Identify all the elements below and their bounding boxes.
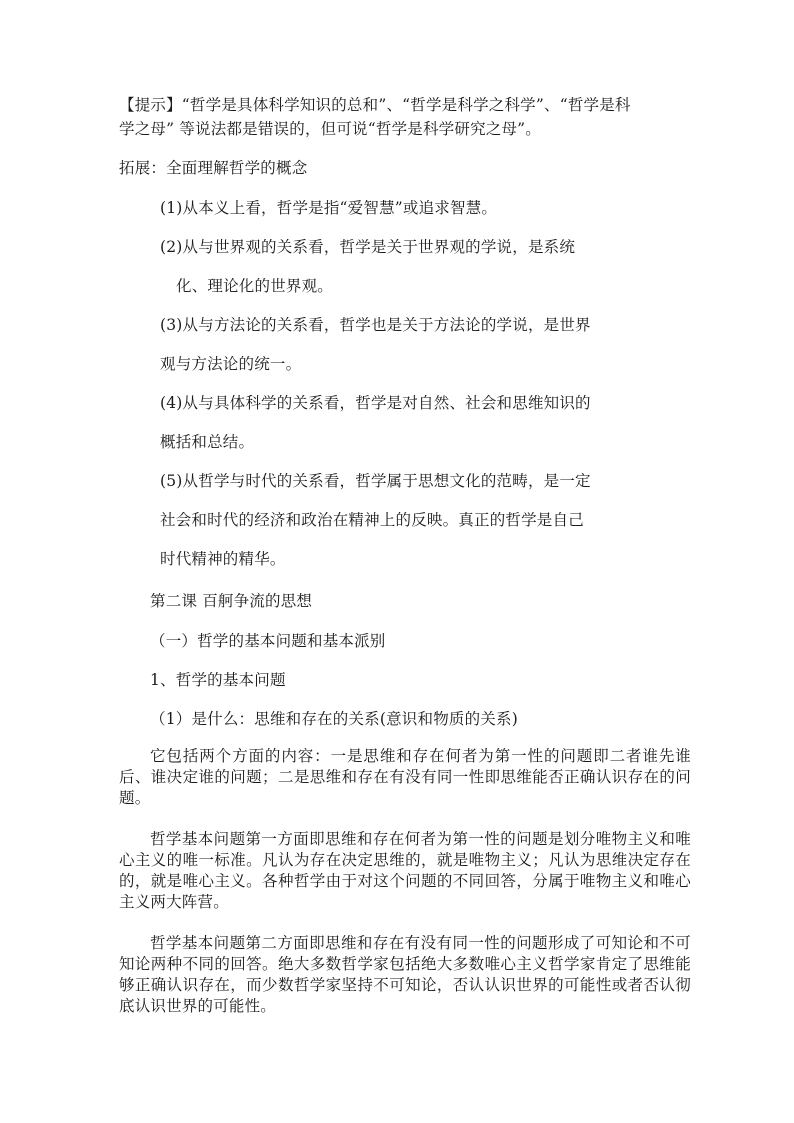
section-title: （一）哲学的基本问题和基本派别 <box>150 632 386 650</box>
subitem-title: （1）是什么：思维和存在的关系(意识和物质的关系) <box>150 710 518 728</box>
point-1: (1)从本义上看，哲学是指“爱智慧”或追求智慧。 <box>160 199 498 217</box>
point-3-line-2: 观与方法论的统一。 <box>160 355 302 373</box>
point-2-line-1: (2)从与世界观的关系看，哲学是关于世界观的学说，是系统 <box>160 238 576 256</box>
paragraph-3: 哲学基本问题第二方面即思维和存在有没有同一性的问题形成了可知论和不可知论两种不同的回答。绝大多数哲学家包括绝大多数唯心主义哲学家肯定了思维能够正确认识存在，而少数哲学家坚持不可知论，否认认识世界的可能性或者否认彻底认识世界的可能性。 <box>119 934 691 1015</box>
item-title: 1、哲学的基本问题 <box>150 671 286 689</box>
paragraph-1: 它包括两个方面的内容：一是思维和存在何者为第一性的问题即二者谁先谁后、谁决定谁的问题；二是思维和存在有没有同一性即思维能否正确认识存在的问题。 <box>119 747 691 807</box>
point-5-line-3: 时代精神的精华。 <box>160 550 286 568</box>
point-5-line-2: 社会和时代的经济和政治在精神上的反映。真正的哲学是自己 <box>160 511 584 529</box>
paragraph-2: 哲学基本问题第一方面即思维和存在何者为第一性的问题是划分唯物主义和唯心主义的唯一标准。凡认为存在决定思维的，就是唯物主义；凡认为思维决定存在的，就是唯心主义。各种哲学由于对这个问题的不同回答，分属于唯物主义和唯心主义两大阵营。 <box>119 830 691 911</box>
hint-line-1: 【提示】“哲学是具体科学知识的总和”、“哲学是科学之科学”、“哲学是科 <box>119 96 631 114</box>
point-4-line-2: 概括和总结。 <box>160 433 255 451</box>
point-4-line-1: (4)从与具体科学的关系看，哲学是对自然、社会和思维知识的 <box>160 394 591 412</box>
point-5-line-1: (5)从哲学与时代的关系看，哲学属于思想文化的范畴，是一定 <box>160 472 591 490</box>
hint-line-2: 学之母” 等说法都是错误的，但可说“哲学是科学研究之母”。 <box>119 120 542 138</box>
lesson-title: 第二课 百舸争流的思想 <box>150 592 313 610</box>
point-2-line-2: 化、理论化的世界观。 <box>176 277 334 295</box>
point-3-line-1: (3)从与方法论的关系看，哲学也是关于方法论的学说，是世界 <box>160 316 591 334</box>
expand-title: 拓展：全面理解哲学的概念 <box>119 159 308 177</box>
